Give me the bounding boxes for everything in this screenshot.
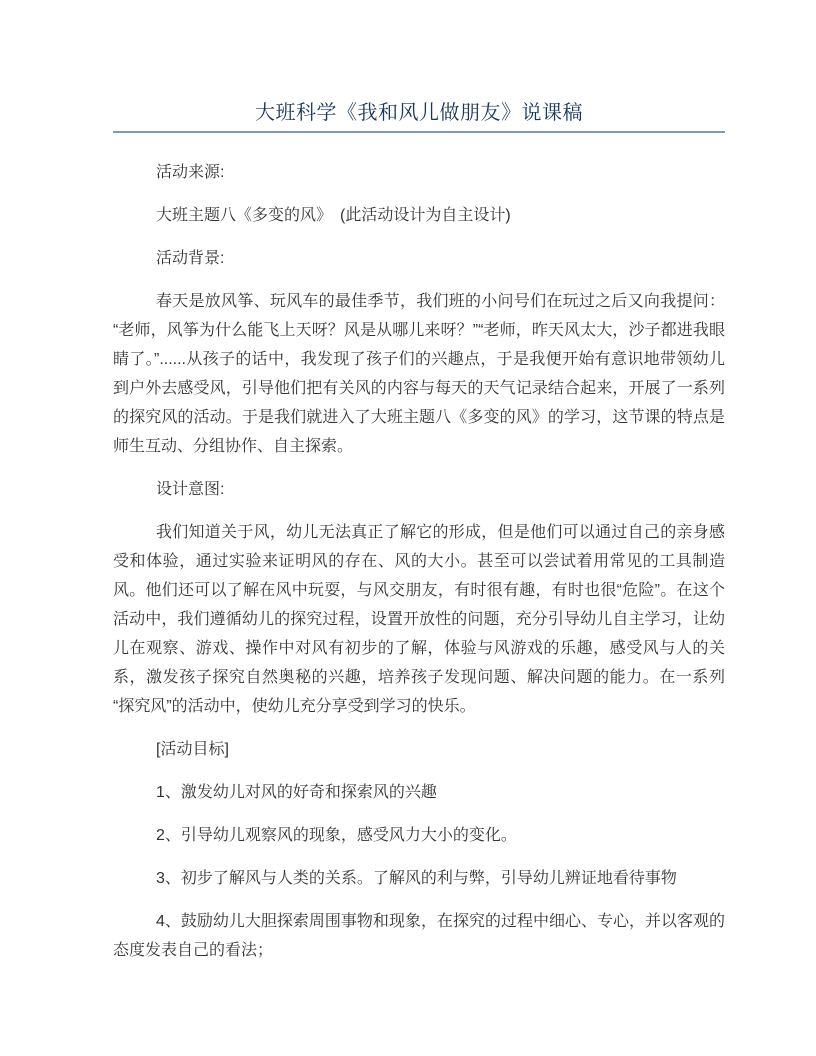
list-item-goal-1: 1、激发幼儿对风的好奇和探索风的兴趣 [156, 784, 437, 801]
section-heading-activity-source: 活动来源: [156, 164, 225, 181]
paragraph-theme-source: 大班主题八《多变的风》 (此活动设计为自主设计) [156, 207, 511, 224]
section-heading-activity-background: 活动背景: [156, 250, 225, 267]
paragraph-design-intent-body: 我们知道关于风，幼儿无法真正了解它的形成，但是他们可以通过自己的亲身感受和体验，通过实验来证明风的存在、风的大小。甚至可以尝试着用常见的工具制造风。他们还可以了解在风中玩耍，与风交朋友，有时很有趣，有时也很“危险”。在这个活动中，我们遵循幼儿的探究过程，设置开放性的问题，充分引导幼儿自主学习，让幼儿在观察、游戏、操作中对风有初步的了解，体验与风游戏的乐趣，感受风与人的关系，激发孩子探究自然奥秘的兴趣，培养孩子发现问题、解决问题的能力。在一系列“探究风”的活动中，使幼儿充分享受到学习的快乐。 [113, 524, 725, 715]
section-heading-design-intent: 设计意图: [156, 481, 225, 498]
list-item-goal-2: 2、引导幼儿观察风的现象，感受风力大小的变化。 [156, 827, 517, 844]
paragraph-background-body: 春天是放风筝、玩风车的最佳季节，我们班的小问号们在玩过之后又向我提问：“老师，风筝为什么能飞上天呀？风是从哪儿来呀？”“老师，昨天风太大，沙子都进我眼睛了。”......从孩子的话中，我发现了孩子们的兴趣点，于是我便开始有意识地带领幼儿到户外去感受风，引导他们把有关风的内容与每天的天气记录结合起来，开展了一系列的探究风的活动。于是我们就进入了大班主题八《多变的风》的学习，这节课的特点是师生互动、分组协作、自主探索。 [113, 293, 725, 455]
list-item-goal-3: 3、初步了解风与人类的关系。了解风的利与弊，引导幼儿辨证地看待事物 [156, 870, 677, 887]
section-heading-activity-goals: [活动目标] [156, 741, 229, 758]
list-item-goal-4: 4、鼓励幼儿大胆探索周围事物和现象，在探究的过程中细心、专心，并以客观的态度发表自己的看法； [113, 913, 725, 959]
document-title: 大班科学《我和风儿做朋友》说课稿 [113, 100, 725, 133]
